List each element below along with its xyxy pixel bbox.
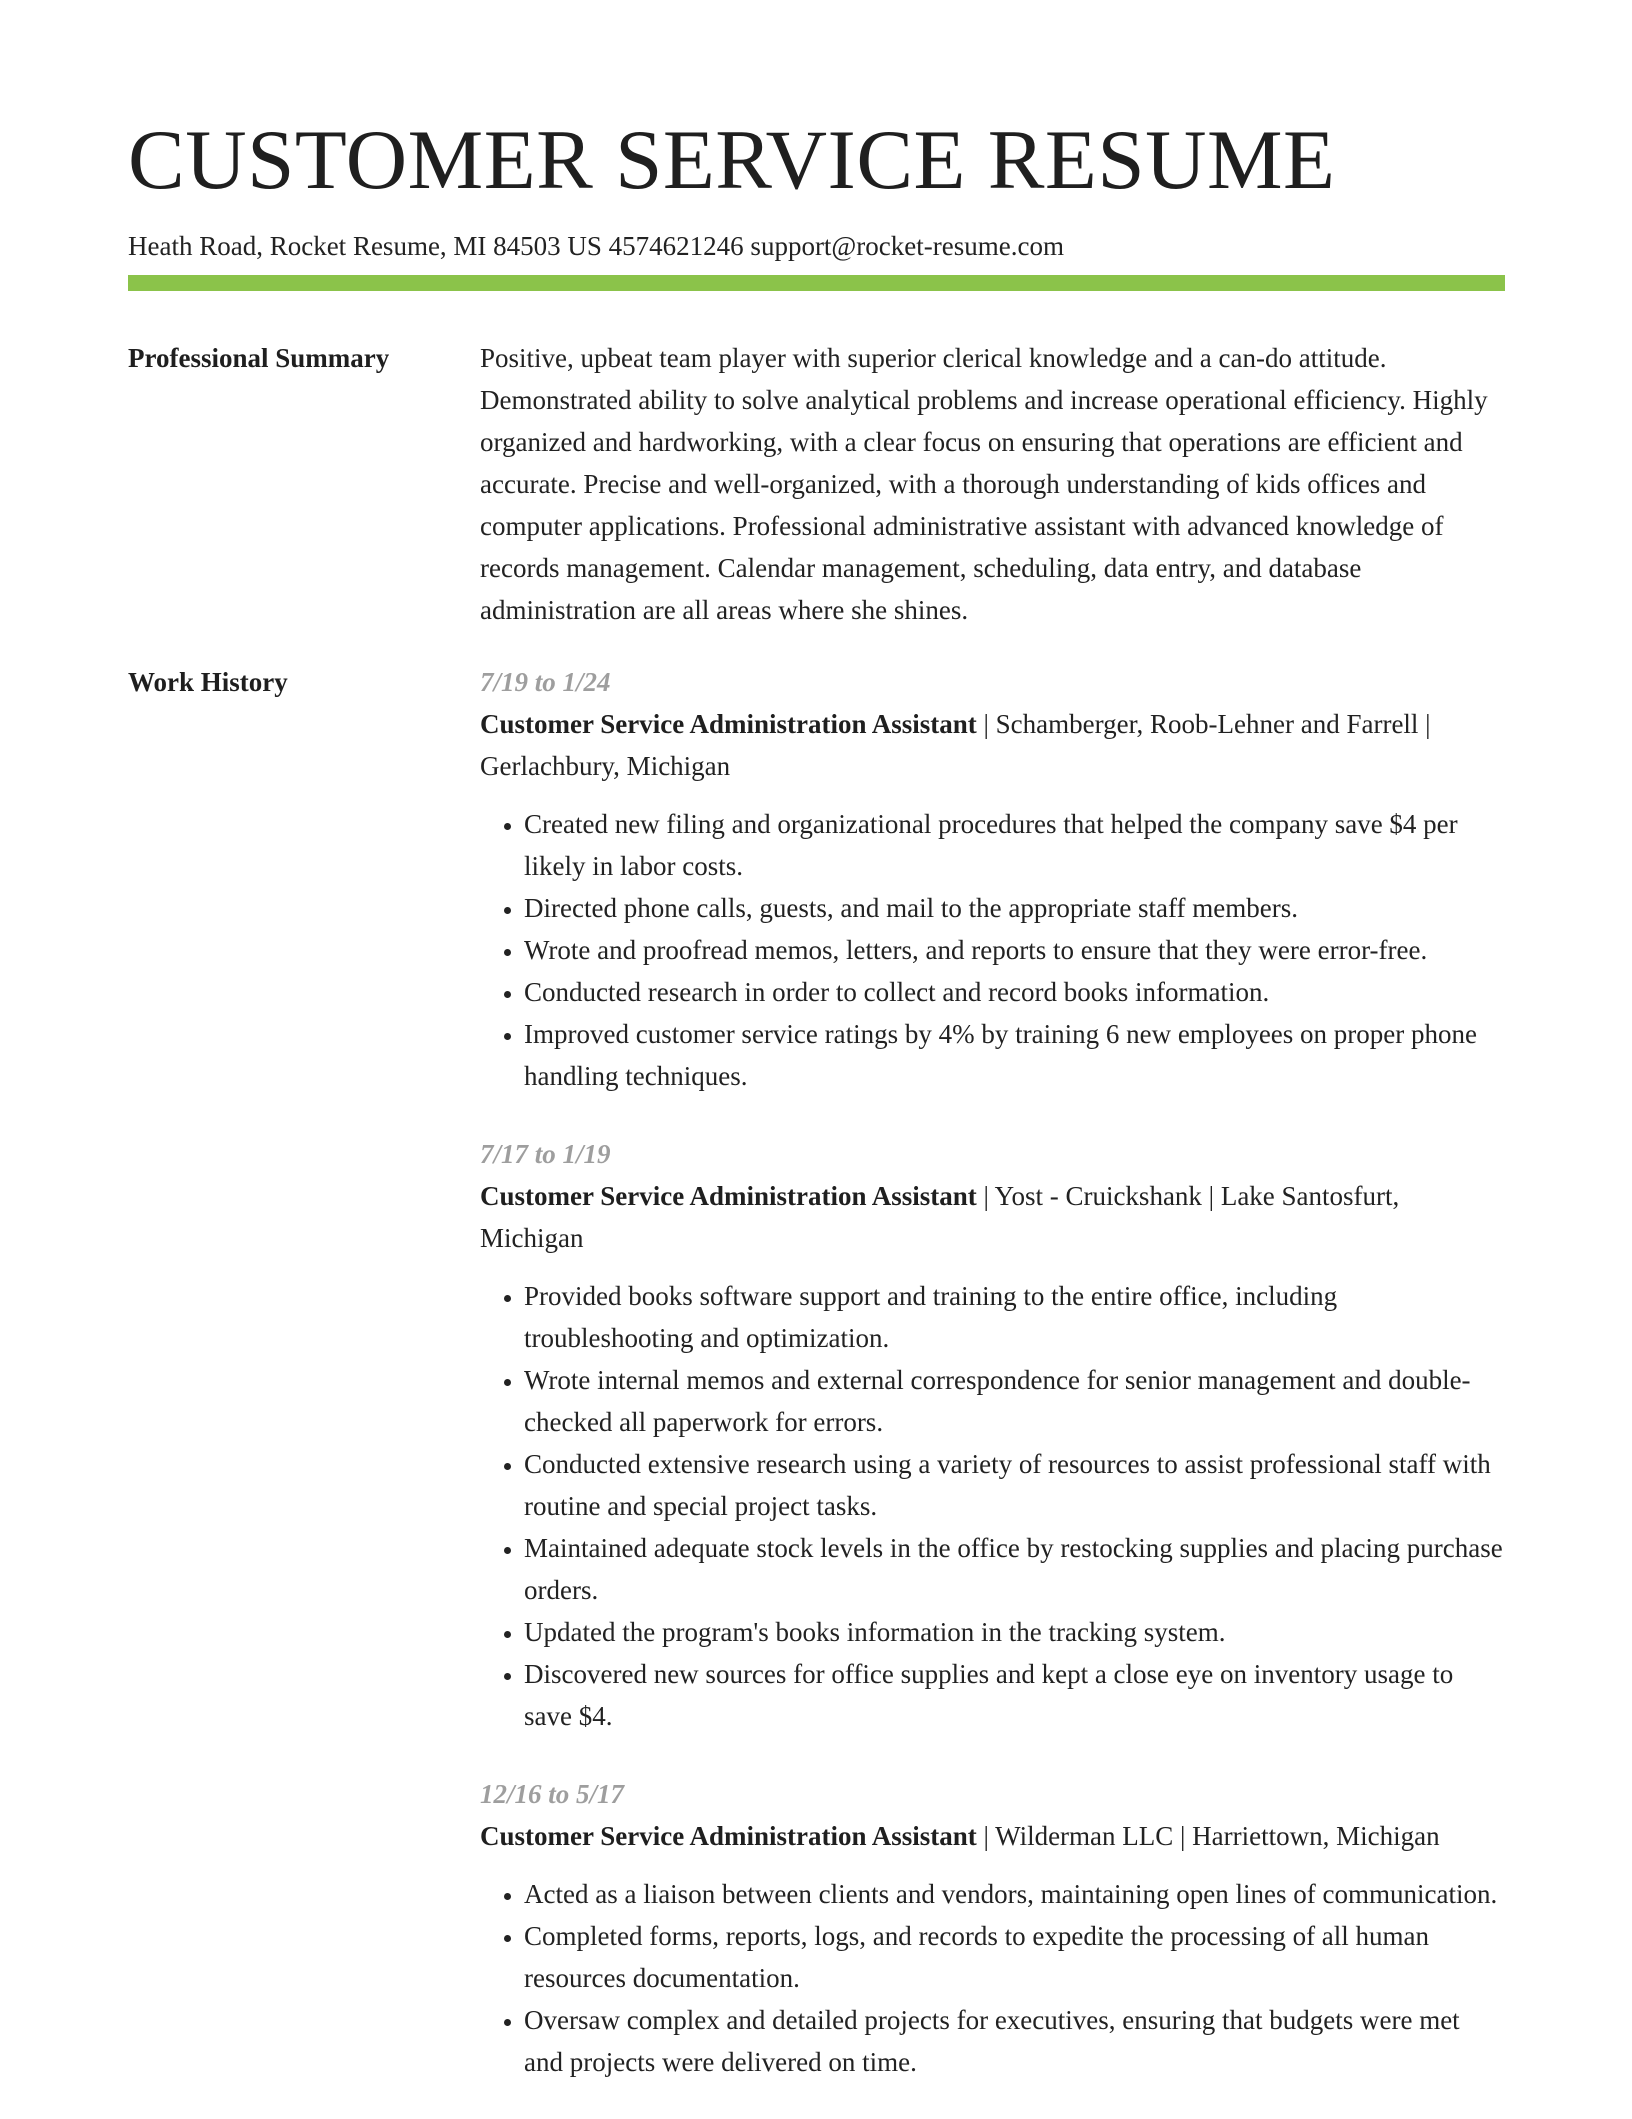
resume-title: CUSTOMER SERVICE RESUME bbox=[128, 113, 1336, 207]
job-heading bbox=[480, 1175, 1505, 1259]
job-bullet: • Acted as a liaison between clients and vendors, maintaining open lines of communication. bbox=[524, 1873, 1505, 1915]
job-dates: 7/19 to 1/24 bbox=[480, 667, 611, 698]
job-company-location: | Yost - Cruickshank | Lake Santosfurt, Michigan bbox=[480, 1181, 1400, 1254]
job-bullet: • Maintained adequate stock levels in the office by restocking supplies and placing purchase orders. bbox=[524, 1527, 1505, 1611]
job-bullet: • Updated the program's books information in the tracking system. bbox=[524, 1611, 1505, 1653]
resume-page bbox=[128, 0, 1505, 2119]
work-history-body bbox=[480, 661, 1505, 2119]
job-bullet: • Oversaw complex and detailed projects for executives, ensuring that budgets were met and projects were delivered on time. bbox=[524, 1999, 1505, 2083]
section-label-work-history: Work History bbox=[128, 667, 288, 698]
job-entry bbox=[480, 1133, 1505, 1737]
contact-info: Heath Road, Rocket Resume, MI 84503 US 4574621246 support@rocket-resume.com bbox=[128, 231, 1064, 261]
job-bullet: • Created new filing and organizational procedures that helped the company save $4 per likely in labor costs. bbox=[524, 803, 1505, 887]
summary-text: Positive, upbeat team player with superior clerical knowledge and a can-do attitude. Demonstrated ability to solve analytical problems and increase operational efficiency. Highly organized and hardworking, with a clear focus on ensuring that operations are efficient and accurate. Precise and well-organized, with a thorough understanding of kids offices and computer applications. Professional administrative assistant with advanced knowledge of records management. Calendar management, scheduling, data entry, and database administration are all areas where she shines. bbox=[480, 343, 1488, 626]
job-title: Customer Service Administration Assistant bbox=[480, 709, 977, 740]
job-bullet: • Conducted extensive research using a variety of resources to assist professional staff with routine and special project tasks. bbox=[524, 1443, 1505, 1527]
job-bullet: • Wrote and proofread memos, letters, and reports to ensure that they were error-free. bbox=[524, 929, 1505, 971]
job-company-location: | Wilderman LLC | Harriettown, Michigan bbox=[976, 1821, 1440, 1852]
section-label-summary: Professional Summary bbox=[128, 343, 390, 374]
job-heading bbox=[480, 1815, 1505, 1857]
job-bullet-list bbox=[480, 1873, 1505, 2083]
job-bullet: • Directed phone calls, guests, and mail to the appropriate staff members. bbox=[524, 887, 1505, 929]
job-company-location: | Schamberger, Roob-Lehner and Farrell | Gerlachbury, Michigan bbox=[480, 709, 1431, 782]
job-title: Customer Service Administration Assistant bbox=[480, 1181, 977, 1212]
job-dates: 7/17 to 1/19 bbox=[480, 1139, 611, 1170]
job-entry bbox=[480, 661, 1505, 1097]
job-bullet: • Discovered new sources for office supplies and kept a close eye on inventory usage to save $4. bbox=[524, 1653, 1505, 1737]
work-history-section bbox=[128, 661, 1505, 2119]
job-bullet: • Improved customer service ratings by 4% by training 6 new employees on proper phone handling techniques. bbox=[524, 1013, 1505, 1097]
header-divider bbox=[128, 275, 1505, 291]
job-bullet: • Conducted research in order to collect and record books information. bbox=[524, 971, 1505, 1013]
job-dates: 12/16 to 5/17 bbox=[480, 1779, 625, 1810]
job-bullet-list bbox=[480, 1275, 1505, 1737]
job-entry bbox=[480, 1773, 1505, 2083]
job-bullet: • Completed forms, reports, logs, and records to expedite the processing of all human resources documentation. bbox=[524, 1915, 1505, 1999]
summary-body bbox=[480, 337, 1505, 631]
job-heading bbox=[480, 703, 1505, 787]
job-bullet-list bbox=[480, 803, 1505, 1097]
job-bullet: • Wrote internal memos and external correspondence for senior management and double-checked all paperwork for errors. bbox=[524, 1359, 1505, 1443]
professional-summary-section bbox=[128, 337, 1505, 631]
job-title: Customer Service Administration Assistant bbox=[480, 1821, 977, 1852]
job-bullet: • Provided books software support and training to the entire office, including troubleshooting and optimization. bbox=[524, 1275, 1505, 1359]
